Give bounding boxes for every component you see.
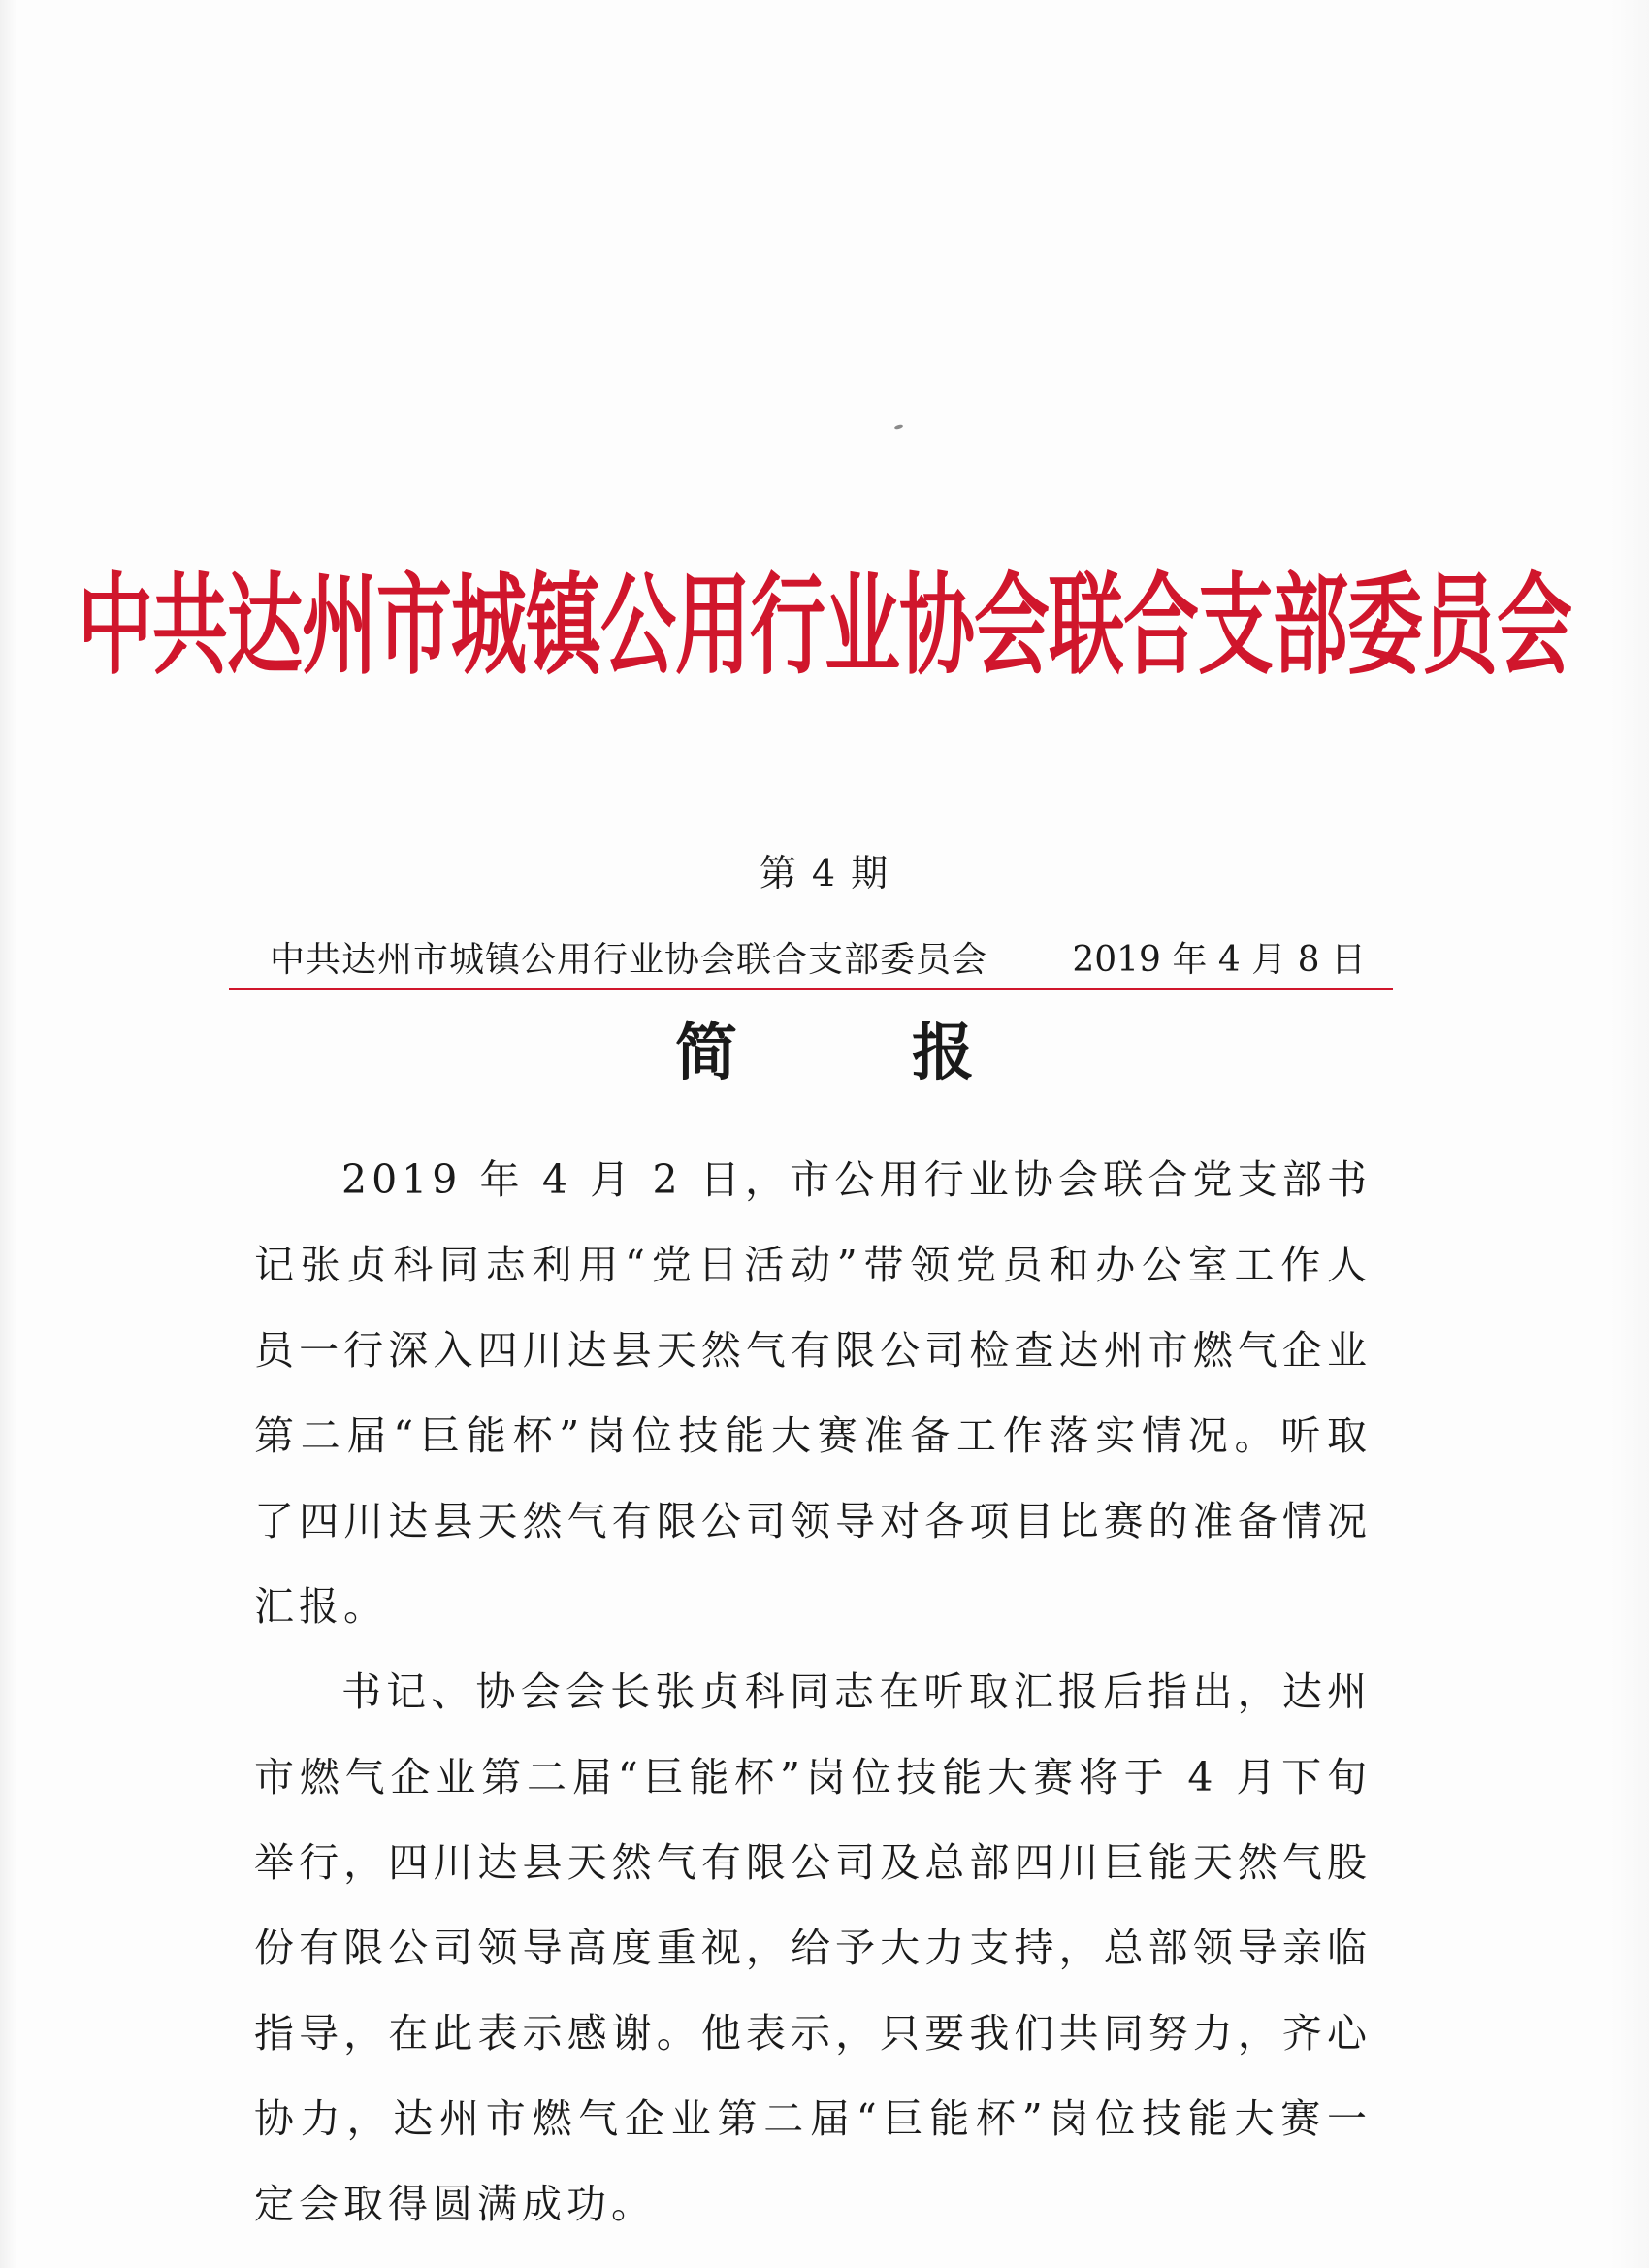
issue-date: 2019 年 4 月 8 日: [1072, 940, 1366, 980]
document-body: [254, 1137, 1372, 2247]
issuer-name: 中共达州市城镇公用行业协会联合支部委员会: [270, 940, 988, 980]
organization-title: 中共达州市城镇公用行业协会联合支部委员会: [77, 564, 1571, 691]
scan-edge-right: [1610, 0, 1649, 2268]
scan-speck: [894, 424, 904, 430]
document-type-heading: 简报: [675, 1017, 1148, 1089]
body-paragraph: 2019 年 4 月 2 日，市公用行业协会联合党支部书记张贞科同志利用“党日活动”带领党员和办公室工作人员一行深入四川达县天然气有限公司检查达州市燃气企业第二届“巨能杯”岗位技能大赛准备工作落实情况。听取了四川达县天然气有限公司领导对各项目比赛的准备情况汇报。: [254, 1156, 1372, 1630]
issue-number: 第 4 期: [759, 852, 890, 894]
red-separator-rule: [229, 988, 1393, 990]
scan-edge-left: [0, 0, 17, 2268]
body-paragraph: 书记、协会会长张贞科同志在听取汇报后指出，达州市燃气企业第二届“巨能杯”岗位技能大赛将于 4 月下旬举行，四川达县天然气有限公司及总部四川巨能天然气股份有限公司领导高度重视，给予大力支持，总部领导亲临指导，在此表示感谢。他表示，只要我们共同努力，齐心协力，达州市燃气企业第二届“巨能杯”岗位技能大赛一定会取得圆满成功。: [254, 1669, 1372, 2227]
